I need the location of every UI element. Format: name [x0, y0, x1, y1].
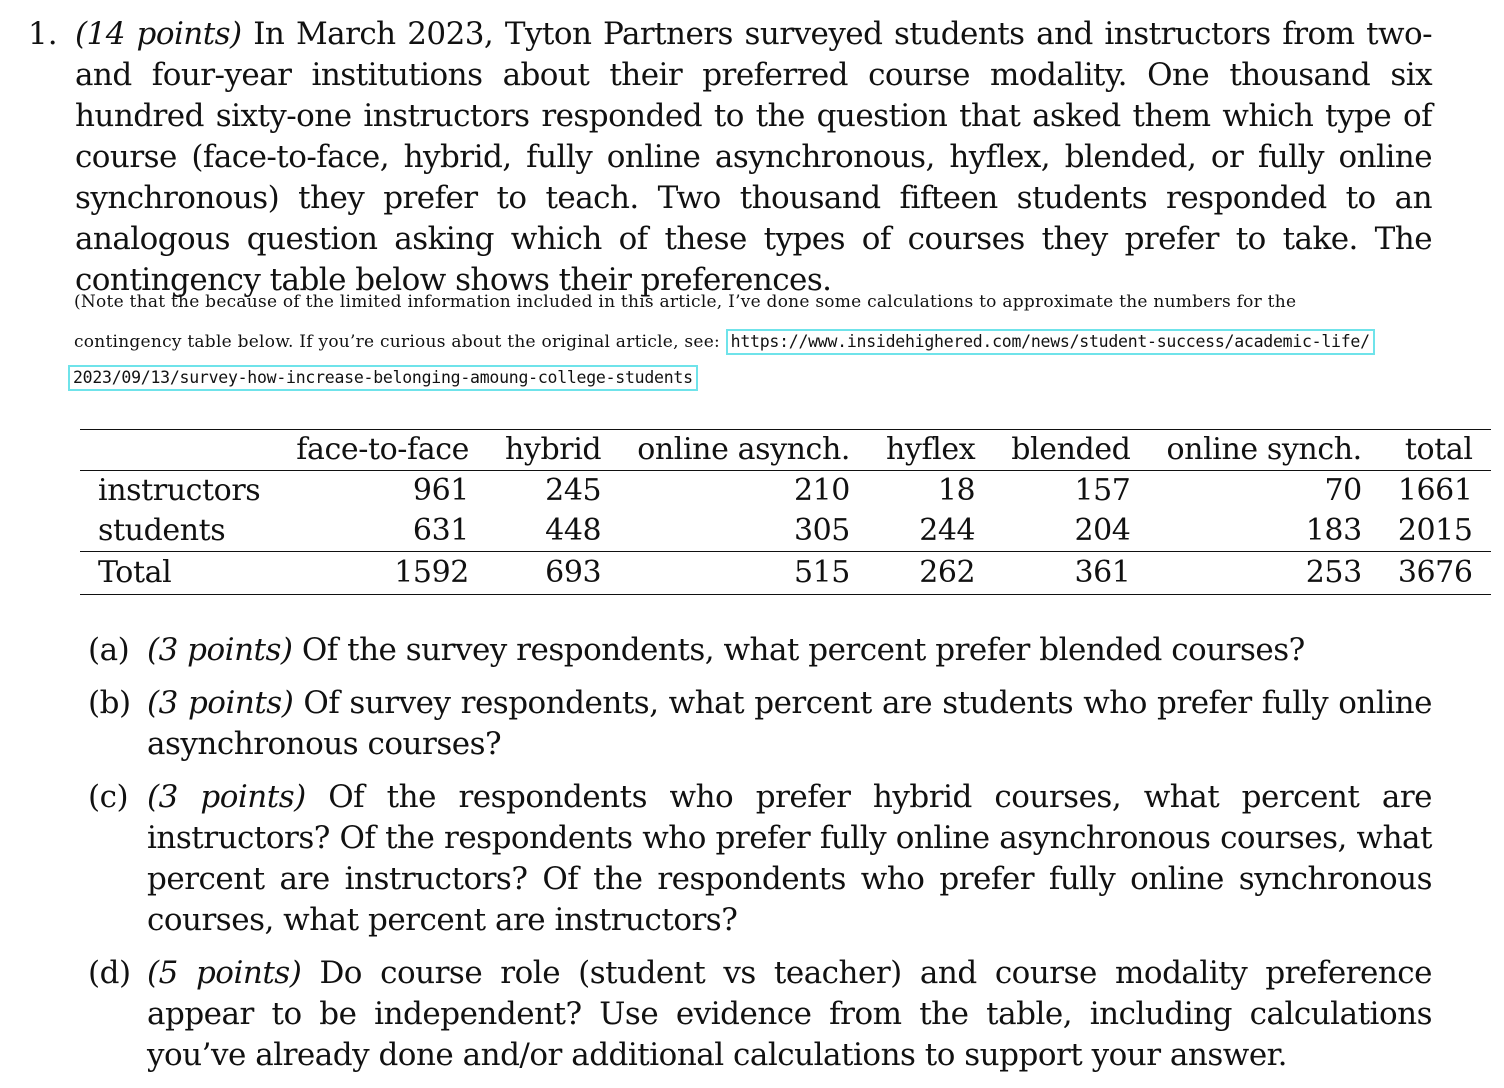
table-cell: 183	[1305, 513, 1362, 548]
sub-question-text: Of the respondents who prefer hybrid courses, what percent are instructors? Of the respondents who prefer fully online asynchronous courses, what percent are instructors? Of the respondents who prefer fully online synchronous courses, what percent are instructors?	[147, 779, 1432, 938]
table-cell: 262	[919, 555, 976, 590]
table-cell: 448	[545, 513, 602, 548]
sub-question-label: (d)	[88, 955, 131, 991]
table-cell: 961	[412, 473, 469, 508]
sub-question-body	[147, 953, 1432, 1076]
problem-1	[28, 14, 1432, 301]
sub-question-label: (b)	[88, 685, 131, 721]
column-header: online asynch.	[637, 432, 850, 467]
table-cell: 1592	[394, 555, 469, 590]
sub-question-points: (5 points)	[147, 955, 302, 991]
table-row-students	[80, 511, 1491, 552]
table-cell: 1661	[1397, 473, 1473, 508]
source-note	[74, 282, 1432, 362]
sub-question-b	[88, 683, 1432, 765]
table-cell: 210	[793, 473, 850, 508]
table-cell: 245	[545, 473, 602, 508]
table-cell: 2015	[1397, 513, 1473, 548]
sub-question-body	[147, 683, 1432, 765]
table-cell: 693	[545, 555, 602, 590]
contingency-table-wrapper	[80, 429, 1473, 595]
table-cell: 70	[1324, 473, 1362, 508]
sub-question-text: Do course role (student vs teacher) and course modality preference appear to be independent? Use evidence from the table, including calculations you’ve already done and/or additional calculations to support your answer.	[147, 955, 1432, 1073]
note-line-2	[74, 322, 1432, 362]
table-row-instructors	[80, 471, 1491, 512]
row-label: instructors	[98, 473, 261, 508]
problem-text: In March 2023, Tyton Partners surveyed students and instructors from two- and four-year institutions about their preferred course modality. One thousand six hundred sixty-one instructors responded to the question that asked them which type of course (face-to-face, hybrid, fully online asynchronous, hyflex, blended, or fully online synchronous) they prefer to teach. Two thousand fifteen students responded to an analogous question asking which of these types of courses they prefer to take. The contingency table below shows their preferences.	[75, 16, 1432, 298]
table-cell: 3676	[1397, 555, 1473, 590]
sub-question-text: Of survey respondents, what percent are students who prefer fully online asynchronous courses?	[147, 685, 1432, 762]
row-label: Total	[98, 555, 172, 590]
column-header: hyflex	[886, 432, 976, 467]
table-cell: 631	[412, 513, 469, 548]
column-header: face-to-face	[296, 432, 469, 467]
sub-question-label: (a)	[88, 632, 130, 668]
sub-question-points: (3 points)	[147, 632, 293, 668]
problem-statement	[75, 14, 1432, 301]
table-cell: 305	[793, 513, 850, 548]
column-header: hybrid	[504, 432, 602, 467]
sub-question-body	[147, 630, 1432, 671]
column-header: total	[1404, 432, 1473, 467]
problem-number: 1.	[28, 16, 58, 52]
contingency-table	[80, 429, 1491, 595]
sub-question-points: (3 points)	[147, 779, 306, 815]
sub-questions	[88, 630, 1432, 1088]
table-header-row	[80, 430, 1491, 471]
problem-points: (14 points)	[75, 16, 242, 52]
table-cell: 18	[937, 473, 976, 508]
table-cell: 515	[793, 555, 850, 590]
sub-question-text: Of the survey respondents, what percent prefer blended courses?	[292, 632, 1305, 668]
sub-question-d	[88, 953, 1432, 1076]
sub-question-a	[88, 630, 1432, 671]
table-cell: 204	[1074, 513, 1131, 548]
sub-question-body	[147, 777, 1432, 941]
sub-question-label: (c)	[88, 779, 129, 815]
article-link-part-2[interactable]: 2023/09/13/survey-how-increase-belonging-amoung-college-students	[68, 365, 698, 391]
article-link-part-1[interactable]: https://www.insidehighered.com/news/student-success/academic-life/	[726, 329, 1375, 355]
column-header: blended	[1011, 432, 1131, 467]
table-row-total	[80, 552, 1491, 595]
table-corner-cell	[80, 430, 278, 471]
note-line-1: (Note that the because of the limited information included in this article, I’ve done some calculations to approximate the numbers for the	[74, 292, 1297, 312]
table-cell: 361	[1074, 555, 1131, 590]
row-label: students	[98, 513, 226, 548]
table-cell: 244	[919, 513, 976, 548]
table-cell: 157	[1074, 473, 1131, 508]
table-cell: 253	[1305, 555, 1362, 590]
note-line-2-text: contingency table below. If you’re curious about the original article, see:	[74, 332, 726, 352]
sub-question-points: (3 points)	[147, 685, 294, 721]
column-header: online synch.	[1166, 432, 1362, 467]
sub-question-c	[88, 777, 1432, 941]
